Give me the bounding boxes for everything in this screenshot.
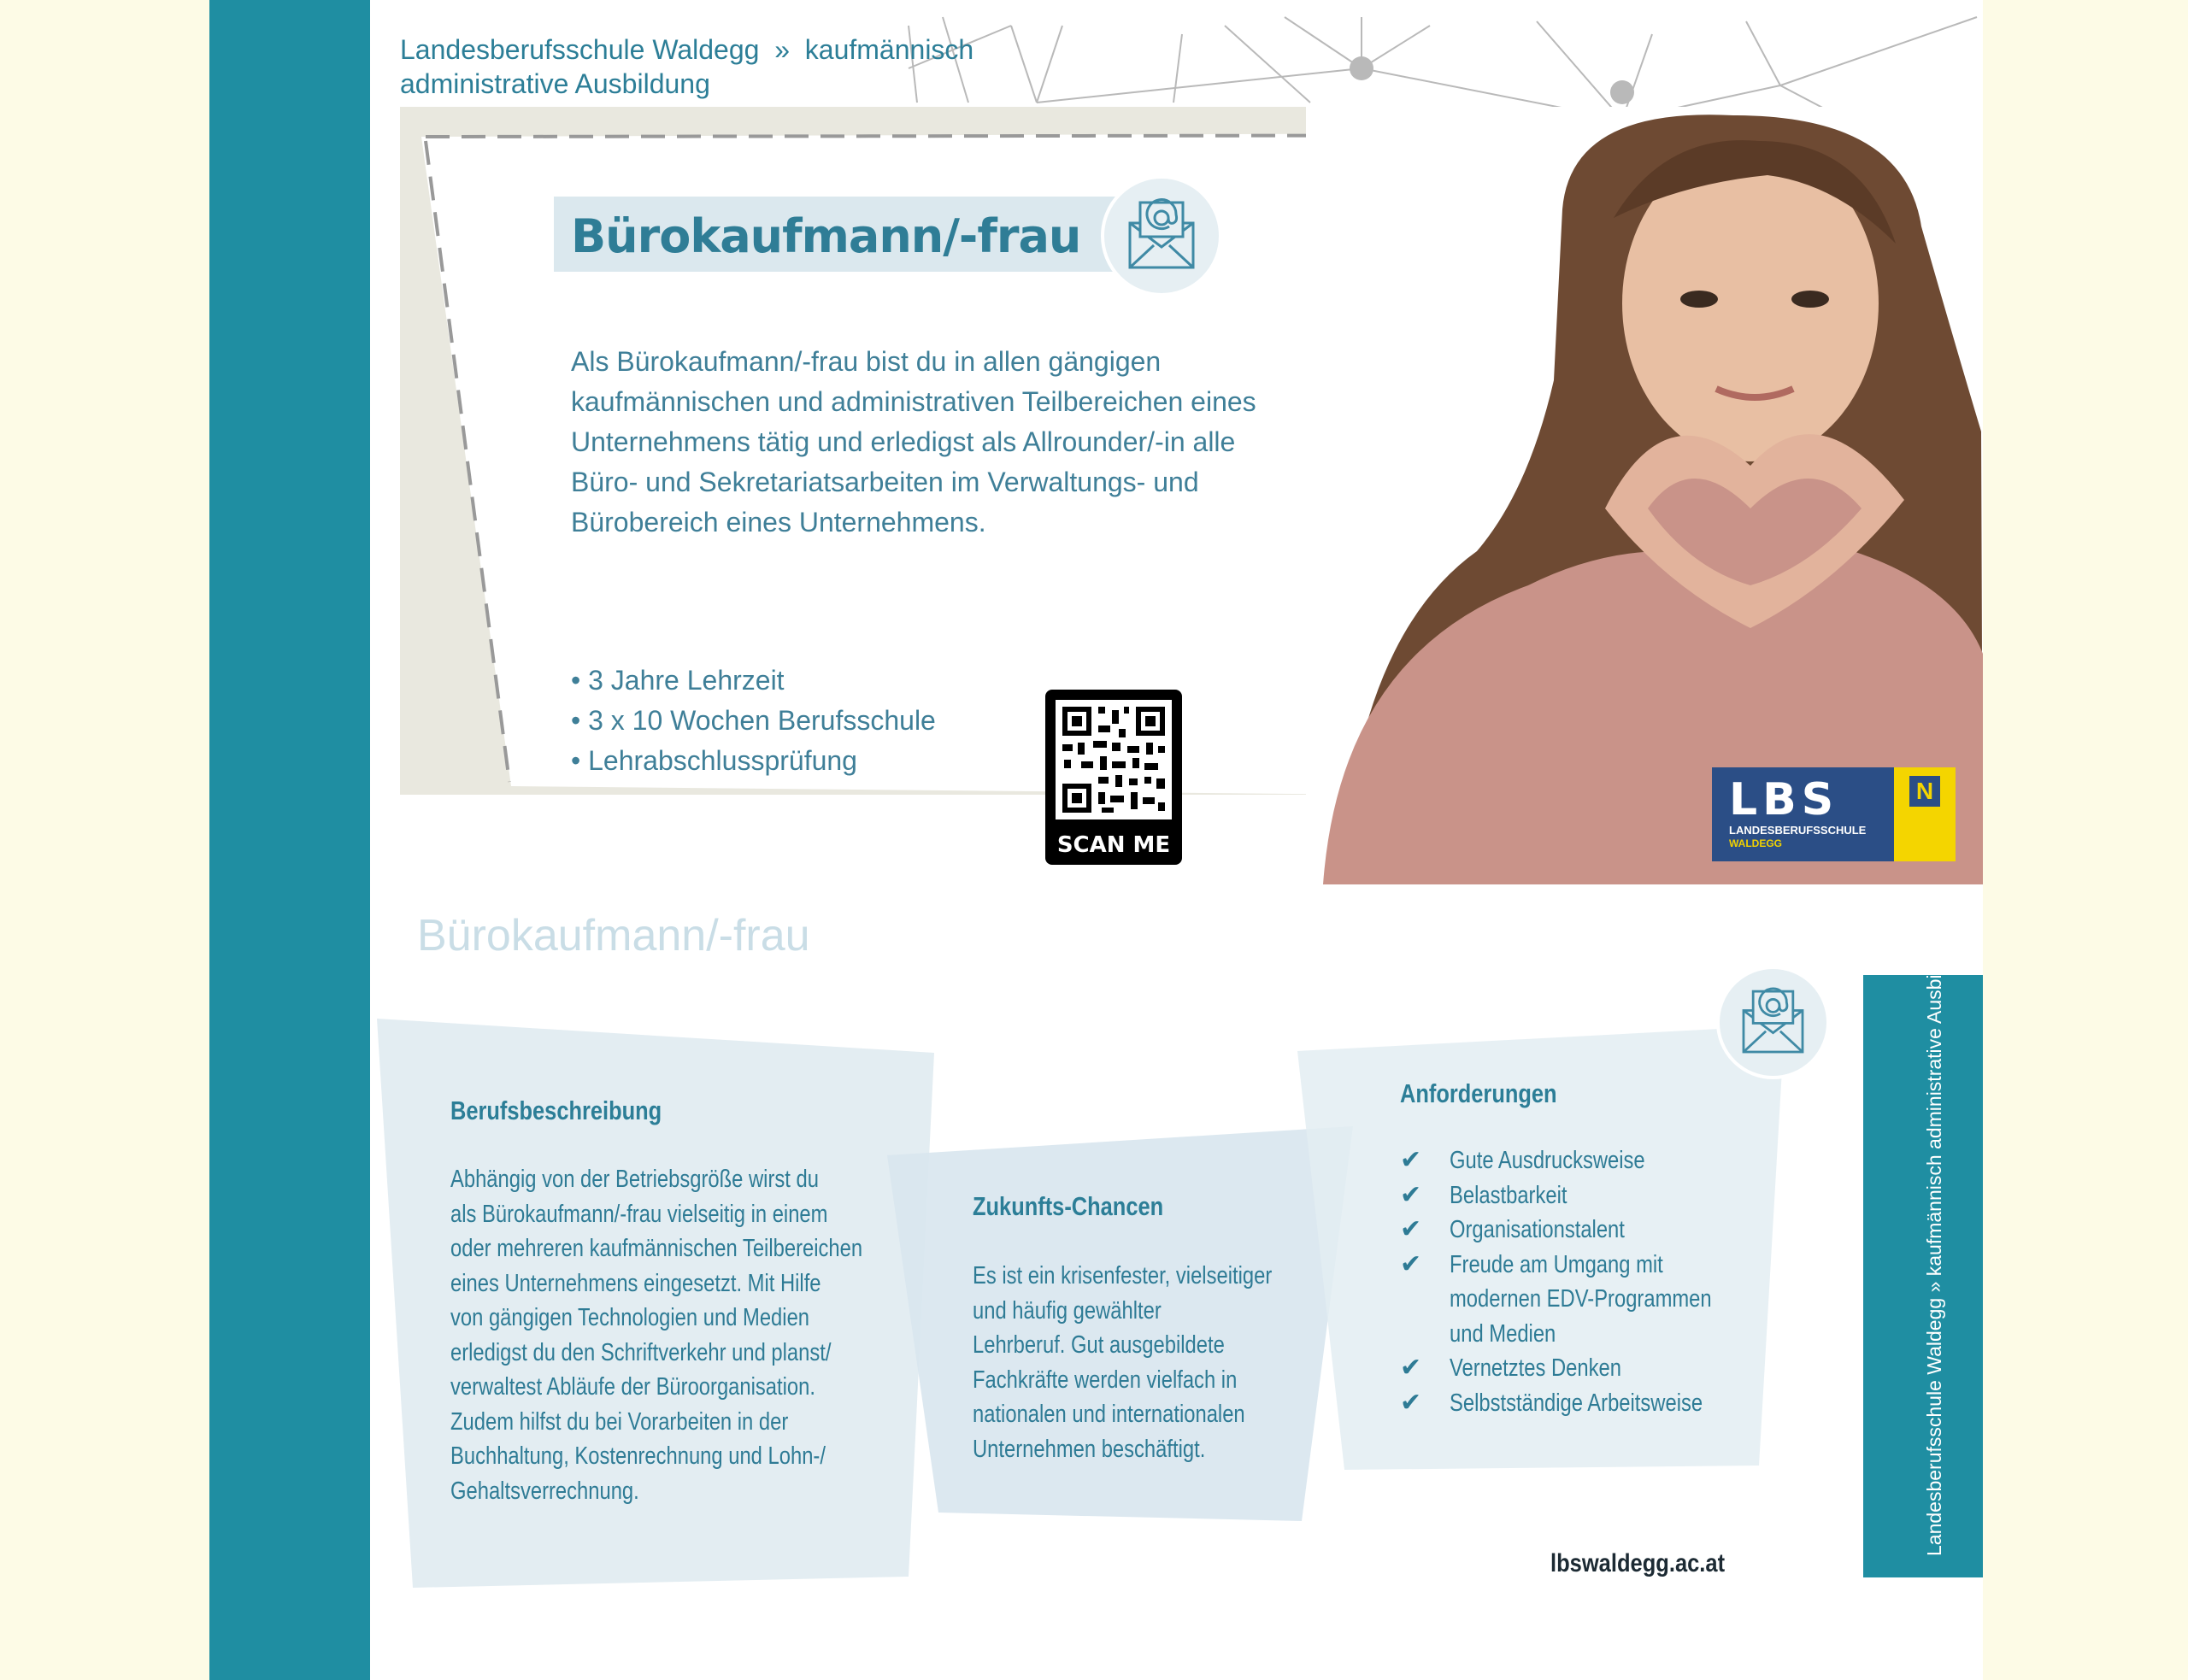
page-title: Bürokaufmann/-frau (571, 209, 1081, 263)
item-text: und Medien (1450, 1319, 1556, 1348)
side-tab (1863, 926, 1983, 1577)
side-tab-text: Landesberufsschule Waldegg » kaufmännisch administrative Ausbildung (1923, 926, 1945, 1556)
text-line: und häufig gewählter (973, 1296, 1162, 1325)
text-line: eines Unternehmens eingesetzt. Mit Hilfe (450, 1269, 821, 1297)
qr-code-icon (1056, 700, 1172, 819)
zukunft-title: Zukunfts-Chancen (973, 1191, 1164, 1221)
item-text: Gute Ausdrucksweise (1450, 1147, 1645, 1174)
qr-label: SCAN ME (1056, 832, 1171, 858)
intro-text (571, 342, 1315, 543)
checkmark-icon: ✔ (1400, 1249, 1422, 1278)
text-line: nationalen und internationalen (973, 1401, 1245, 1428)
breadcrumb-school[interactable]: Landesberufsschule Waldegg (400, 34, 760, 65)
intro-line: Bürobereich eines Unternehmens. (571, 507, 986, 537)
text-line: Gehaltsverrechnung. (450, 1477, 639, 1505)
checkmark-icon: ✔ (1400, 1354, 1422, 1382)
intro-line: kaufmännischen und administrativen Teilbereichen eines (571, 386, 1256, 417)
berufsbeschreibung-title: Berufsbeschreibung (450, 1096, 662, 1125)
anforderungen-list (1400, 1143, 1769, 1420)
item-text: Belastbarkeit (1450, 1181, 1567, 1209)
breadcrumb-line2: administrative Ausbildung (400, 68, 710, 99)
list-item (1400, 1351, 1769, 1386)
berufsbeschreibung-text (450, 1162, 862, 1508)
list-item (1400, 1178, 1769, 1213)
facts-list (571, 661, 936, 781)
checkmark-icon: ✔ (1400, 1146, 1422, 1174)
left-teal-band (209, 0, 370, 1680)
item-text: Vernetztes Denken (1450, 1354, 1621, 1382)
text-line: erledigst du den Schriftverkehr und planst/ (450, 1338, 832, 1366)
mail-at-icon (1716, 966, 1830, 1079)
fact-item: • 3 Jahre Lehrzeit (571, 661, 936, 701)
text-line: Buchhaltung, Kostenrechnung und Lohn-/ (450, 1442, 826, 1470)
zukunft-text (973, 1259, 1272, 1466)
logo-line1: LANDESBERUFSSCHULE (1729, 824, 1867, 837)
text-line: Abhängig von der Betriebsgröße wirst du (450, 1166, 819, 1193)
fact-item: • Lehrabschlussprüfung (571, 741, 936, 781)
section-subtitle: Bürokaufmann/-frau (417, 911, 810, 960)
logo-flag (1894, 767, 1956, 861)
logo-lbs: LBS (1729, 774, 1839, 825)
list-item (1400, 1143, 1769, 1178)
breadcrumb (400, 32, 1015, 101)
text-line: Zudem hilfst du bei Vorarbeiten in der (450, 1407, 789, 1436)
intro-line: Büro- und Sekretariatsarbeiten im Verwaltungs- und (571, 467, 1199, 497)
lbs-logo (1712, 767, 1956, 861)
item-text: Selbstständige Arbeitsweise (1450, 1389, 1703, 1417)
list-item (1400, 1386, 1769, 1421)
breadcrumb-department[interactable]: kaufmännisch (804, 34, 974, 65)
text-line: verwaltest Abläufe der Büroorganisation. (450, 1373, 815, 1401)
mail-at-icon (1101, 175, 1222, 297)
text-line: als Bürokaufmann/-frau vielseitig in einem (450, 1200, 828, 1228)
intro-line: Als Bürokaufmann/-frau bist du in allen gängigen (571, 346, 1162, 377)
text-line: Fachkräfte werden vielfach in (973, 1366, 1238, 1394)
item-text: modernen EDV-Programmen (1450, 1285, 1712, 1313)
hero-section (400, 107, 1983, 884)
logo-line2: WALDEGG (1729, 837, 1782, 849)
checkmark-icon: ✔ (1400, 1180, 1422, 1209)
website-link[interactable]: lbswaldegg.ac.at (1550, 1549, 1726, 1577)
text-line: von gängigen Technologien und Medien (450, 1304, 810, 1331)
fact-item: • 3 x 10 Wochen Berufsschule (571, 701, 936, 741)
qr-code[interactable] (1045, 690, 1182, 865)
page (370, 0, 1983, 1680)
item-text: Organisationstalent (1450, 1216, 1625, 1243)
intro-line: Unternehmens tätig und erledigst als Allrounder/-in alle (571, 426, 1236, 457)
checkmark-icon: ✔ (1400, 1388, 1422, 1417)
list-item (1400, 1213, 1769, 1248)
text-line: Es ist ein krisenfester, vielseitiger (973, 1262, 1273, 1289)
anforderungen-title: Anforderungen (1400, 1078, 1557, 1108)
item-text: Freude am Umgang mit (1450, 1250, 1663, 1278)
text-line: Unternehmen beschäftigt. (973, 1435, 1206, 1463)
breadcrumb-separator: » (759, 34, 805, 65)
checkmark-icon: ✔ (1400, 1215, 1422, 1243)
text-line: oder mehreren kaufmännischen Teilbereichen (450, 1235, 863, 1262)
list-item (1400, 1248, 1769, 1352)
logo-n: N (1909, 776, 1940, 807)
text-line: Lehrberuf. Gut ausgebildete (973, 1331, 1225, 1359)
